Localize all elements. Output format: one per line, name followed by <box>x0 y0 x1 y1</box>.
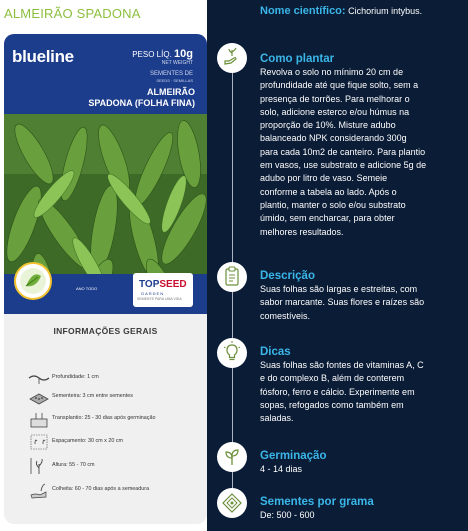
height-icon <box>28 456 50 476</box>
topseed-logo: TOPSEED GARDEN SEMENTE PARA UMA VIDA <box>133 273 193 307</box>
spec-spacing: Espaçamento: 30 cm x 20 cm <box>28 432 207 452</box>
nature-seal-icon <box>14 262 52 300</box>
section-heading: Dicas <box>260 346 291 358</box>
spec-seed-tray: Sementeira: 3 cm entre sementes <box>28 387 207 407</box>
transplant-icon <box>28 409 50 429</box>
section-body: Suas folhas são largas e estreitas, com sabor marcante. Suas flores e raízes são comestíveis. <box>260 284 425 321</box>
section-dicas <box>260 346 460 425</box>
product-title: ALMEIRÃO SPADONA <box>4 6 141 21</box>
packet-variety-name: ALMEIRÃO SPADONA (FOLHA FINA) <box>88 87 195 108</box>
details-panel <box>207 0 468 531</box>
section-heading: Germinação <box>260 450 327 462</box>
seed-count-icon <box>217 488 247 518</box>
clipboard-icon <box>217 262 247 292</box>
section-sementes-por-grama <box>260 496 460 522</box>
seed-tray-icon <box>28 387 50 407</box>
section-heading: Sementes por grama <box>260 496 374 508</box>
section-body: Suas folhas são fontes de vitaminas A, C e do complexo B, além de conterem fósforo, ferro e cálcio. Experimente em sopas, refogados como também em saladas. <box>260 360 424 424</box>
section-value: De: 500 - 600 <box>260 510 315 520</box>
sprout-icon <box>217 442 247 472</box>
hand-planting-icon <box>217 43 247 73</box>
section-como-plantar <box>260 53 460 239</box>
spec-depth: Profundidade: 1 cm <box>28 368 207 388</box>
packet-seeds-label: SEMENTES DE <box>149 71 193 77</box>
section-body: Revolva o solo no mínimo 20 cm de profundidade até que fique solto, sem a presença de torrões. Para melhorar o solo, adicione esterco e/ou húmus na proporção de 10%. Misture adubo balanceado NPK considerando 300g para cada 10m2 de canteiro. Para plantio em vasos, use substrato e adicione 5g de adubo por litro de vaso. Semeie conforme a tabela ao lado. Após o plantio, manter o solo e/ou substrato úmido, sem encharcar, para obter melhores resultados. <box>260 67 427 237</box>
section-descricao <box>260 270 460 323</box>
spec-transplant: Transplantio: 25 - 30 dias após germinação <box>28 409 207 429</box>
section-heading: Como plantar <box>260 53 335 65</box>
section-heading: Descrição <box>260 270 315 282</box>
spec-harvest: Colheita: 60 - 70 dias após a semeadura <box>28 480 207 500</box>
spec-height: Altura: 55 - 70 cm <box>28 456 207 476</box>
general-info-title: INFORMAÇÕES GERAIS <box>53 326 158 336</box>
brand-logo: blueline <box>12 47 74 66</box>
lightbulb-icon <box>217 338 247 368</box>
section-germinacao <box>260 450 460 476</box>
section-value: 4 - 14 dias <box>260 464 303 474</box>
seed-packet-image <box>4 34 207 524</box>
packet-season: ANO TODO <box>76 286 98 291</box>
packet-net-weight: NET WEIGHT <box>161 60 193 66</box>
scientific-name: Nome científico: Cichorium intybus. <box>260 5 423 17</box>
spacing-icon <box>28 432 50 452</box>
packet-header <box>4 34 207 114</box>
packet-weight: PESO LÍQ. 10g <box>132 48 193 60</box>
packet-seeds-sub: SEEDS · SEMILLAS <box>156 78 193 83</box>
harvest-icon <box>28 480 50 500</box>
depth-icon <box>28 368 50 388</box>
